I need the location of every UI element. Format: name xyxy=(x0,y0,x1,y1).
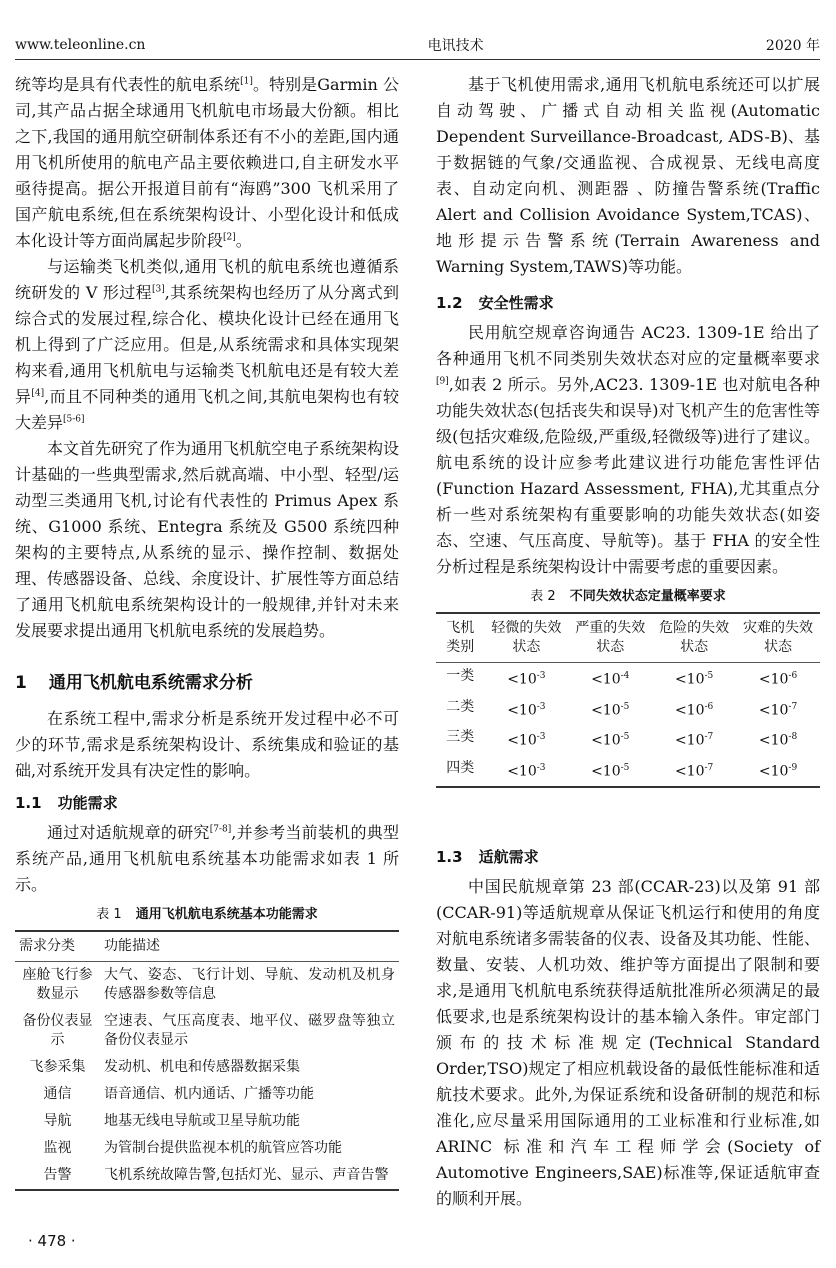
probability-exponent: -4 xyxy=(620,671,630,681)
probability-base: <10 xyxy=(591,763,621,780)
journal-name: 电讯技术 xyxy=(427,38,484,54)
text-run: 与运输类飞机类似,通用飞机的航电系统也遵循系统研发的 V 形过程 xyxy=(15,257,399,302)
section-number: 1.2 xyxy=(436,294,463,312)
probability-exponent: -6 xyxy=(704,701,714,712)
section-heading xyxy=(15,670,399,696)
header-rule xyxy=(15,59,820,60)
requirement-category: 座舱飞行参数显示 xyxy=(22,967,93,1002)
probability-base: <10 xyxy=(507,763,537,780)
probability-exponent: -7 xyxy=(704,732,714,743)
table-caption xyxy=(436,584,820,610)
function-description: 空速表、气压高度表、地平仪、磁罗盘等独立备份仪表显示 xyxy=(104,1013,395,1048)
citation: [5-6] xyxy=(63,414,85,425)
probability-cell xyxy=(484,755,568,787)
column-header: 功能描述 xyxy=(104,938,160,954)
probability-base: <10 xyxy=(674,732,705,749)
probability-cell xyxy=(484,663,568,694)
table-row xyxy=(15,1108,399,1135)
text-run: 中国民航规章第 23 部(CCAR-23)以及第 91 部(CCAR-91)等适航规章从保证飞机运行和使用的角度对航电系统诸多需装备的仪表、设备及其功能、性能、数量、安装、人机功效、维护等方面提出了限制和要求,是通用飞机航电系统获得适航批准所必须满足的最低要求,也是系统架构设计的基本输入条件。审定部门颁布的技术标准规定(Technical Standard Order,TSO)规定了相应机载设备的最低性能标准和适航技术要求。此外,为保证系统和设备研制的规范和标准化,应尽量采用国际通用的工业标准和行业标准,如 ARINC 标准和汽车工程师学会(Society of Automotive Engineers,SAE)标准等,保证适航审查的顺利开展。 xyxy=(436,876,821,1208)
probability-cell xyxy=(568,755,652,787)
table-row xyxy=(436,694,820,725)
table-row xyxy=(436,663,820,694)
subsection-heading xyxy=(15,790,399,816)
journal-url: www.teleonline.cn xyxy=(15,37,146,53)
probability-exponent: -5 xyxy=(704,671,714,681)
probability-exponent: -7 xyxy=(704,762,714,773)
citation: [7-8] xyxy=(209,824,232,835)
probability-cell xyxy=(736,663,820,694)
caption-text: 通用飞机航电系统基本功能需求 xyxy=(135,907,318,922)
probability-exponent: -5 xyxy=(620,762,630,773)
function-description: 地基无线电导航或卫星导航功能 xyxy=(104,1113,300,1129)
subsection-heading xyxy=(436,844,820,870)
text-run: ,并参考当前装机的典型系统产品,通用飞机航电系统基本功能需求如表 1 所示。 xyxy=(15,823,399,894)
citation: [9] xyxy=(436,376,449,387)
probability-base: <10 xyxy=(507,702,537,719)
probability-exponent: -3 xyxy=(536,732,546,743)
text-run: 在系统工程中,需求分析是系统开发过程中必不可少的环节,需求是系统架构设计、系统集成和验证的基础,对系统开发具有决定性的影响。 xyxy=(15,709,399,780)
caption-text: 不同失效状态定量概率要求 xyxy=(569,589,726,604)
paragraph xyxy=(15,820,399,898)
probability-cell xyxy=(484,694,568,725)
text-run: 本文首先研究了作为通用飞机航空电子系统架构设计基础的一些典型需求,然后就高端、中小型、轻型/运动型三类通用飞机,讨论有代表性的 Primus Apex 系统、G1000 系统、Entegra 系统及 G500 系统四种架构的主要特点,从系统的显示、操作控制、数据处理、传感器设备、总线、余度设计、扩展性等方面总结了通用飞机航电系统架构设计的一般规律,并针对未来发展要求提出通用飞机航电系统的发展趋势。 xyxy=(15,439,400,640)
column-header: 飞机类别 xyxy=(446,620,475,655)
page-number: · 478 · xyxy=(28,1232,76,1250)
text-run: 。 xyxy=(235,231,252,250)
function-description: 语音通信、机内通话、广播等功能 xyxy=(104,1086,314,1102)
table-row xyxy=(15,1135,399,1162)
requirement-category: 监视 xyxy=(43,1140,72,1156)
paragraph xyxy=(436,320,820,580)
function-description: 飞机系统故障告警,包括灯光、显示、声音告警 xyxy=(104,1167,389,1183)
table-2 xyxy=(436,612,820,788)
function-description: 大气、姿态、飞行计划、导航、发动机及机身传感器参数等信息 xyxy=(104,967,395,1002)
text-run: ,如表 2 所示。另外,AC23. 1309-1E 也对航电各种功能失效状态(包括丧失和误导)对飞机产生的危害性等级(包括灾难级,危险级,严重级,轻微级等)进行了建议。航电系统的设计应参考此建议进行功能危害性评估(Function Hazard Assessment, FHA),尤其重点分析一些对系统架构有重要影响的功能失效状态(如姿态、空速、气压高度、导航等)。基于 FHA 的安全性分析过程是系统架构设计中需要考虑的重要因素。 xyxy=(436,375,820,576)
paragraph xyxy=(15,72,399,254)
probability-exponent: -3 xyxy=(536,671,546,681)
probability-cell xyxy=(568,663,652,694)
section-number: 1 xyxy=(15,673,27,693)
probability-exponent: -3 xyxy=(536,762,546,773)
probability-cell xyxy=(568,724,652,755)
probability-exponent: -6 xyxy=(788,671,798,681)
probability-base: <10 xyxy=(674,671,705,688)
column-header: 需求分类 xyxy=(19,938,75,954)
column-header: 危险的失效状态 xyxy=(659,620,730,655)
subsection-heading xyxy=(436,290,820,316)
probability-base: <10 xyxy=(507,671,537,688)
probability-base: <10 xyxy=(758,732,789,749)
paragraph xyxy=(15,436,399,644)
probability-base: <10 xyxy=(758,671,789,688)
column-header: 严重的失效状态 xyxy=(575,620,646,655)
right-column xyxy=(436,72,820,1212)
section-number: 1.1 xyxy=(15,794,42,812)
probability-base: <10 xyxy=(674,702,705,719)
table-number: 表 2 xyxy=(530,589,556,604)
requirement-category: 导航 xyxy=(43,1113,72,1129)
journal-year: 2020 年 xyxy=(765,38,820,54)
left-column xyxy=(15,72,399,1191)
column-header: 灾难的失效状态 xyxy=(743,620,814,655)
text-run: 通过对适航规章的研究 xyxy=(47,823,210,842)
paragraph xyxy=(436,874,820,1212)
section-title: 通用飞机航电系统需求分析 xyxy=(48,673,253,693)
paragraph xyxy=(436,72,820,280)
aircraft-class: 二类 xyxy=(446,698,475,715)
section-title: 适航需求 xyxy=(478,847,539,866)
aircraft-class: 一类 xyxy=(446,668,475,684)
probability-cell xyxy=(484,724,568,755)
probability-base: <10 xyxy=(591,732,621,749)
section-title: 功能需求 xyxy=(57,794,118,812)
table-number: 表 1 xyxy=(96,907,122,922)
table-row xyxy=(436,755,820,787)
table-row xyxy=(15,1008,399,1054)
text-run: 基于飞机使用需求,通用飞机航电系统还可以扩展自动驾驶、广播式自动相关监视(Automatic Dependent Surveillance-Broadcast, ADS-B)、基于数据链的气象/交通监视、合成视景、无线电高度表、自动定向机、测距器 、防撞告警系统(Traffic Alert and Collision Avoidance System,TCAS)、地形提示告警系统(Terrain Awareness and Warning System,TAWS)等功能。 xyxy=(436,75,820,276)
requirement-category: 告警 xyxy=(43,1167,72,1183)
section-title: 安全性需求 xyxy=(478,294,554,312)
probability-base: <10 xyxy=(591,671,621,688)
probability-exponent: -5 xyxy=(620,701,630,712)
probability-base: <10 xyxy=(507,732,537,749)
citation: [2] xyxy=(223,232,236,243)
table-row xyxy=(15,1081,399,1108)
probability-cell xyxy=(652,724,736,755)
requirement-category: 通信 xyxy=(43,1086,72,1102)
requirement-category: 备份仪表显示 xyxy=(22,1013,93,1048)
function-description: 为管制台提供监视本机的航管应答功能 xyxy=(104,1140,342,1156)
text-run: ,而且不同种类的通用飞机之间,其航电架构也有较大差异 xyxy=(15,387,399,432)
table-caption xyxy=(15,902,399,928)
probability-exponent: -9 xyxy=(788,762,798,773)
text-run: ,其系统架构也经历了从分离式到综合式的发展过程,综合化、模块化设计已经在通用飞机上得到了广泛应用。但是,从系统需求和具体实现架构来看,通用飞机航电与运输类飞机航电还是有较大差异 xyxy=(15,283,399,406)
probability-cell xyxy=(652,663,736,694)
probability-cell xyxy=(652,755,736,787)
paragraph xyxy=(15,254,399,436)
function-description: 发动机、机电和传感器数据采集 xyxy=(104,1059,300,1075)
table-row xyxy=(436,724,820,755)
requirement-category: 飞参采集 xyxy=(29,1059,86,1075)
probability-exponent: -5 xyxy=(620,732,630,743)
citation: [4] xyxy=(31,388,45,399)
probability-base: <10 xyxy=(591,702,621,719)
probability-cell xyxy=(568,694,652,725)
probability-cell xyxy=(736,755,820,787)
probability-cell xyxy=(736,694,820,725)
paragraph xyxy=(15,706,399,784)
table-1 xyxy=(15,930,399,1191)
probability-cell xyxy=(736,724,820,755)
aircraft-class: 四类 xyxy=(446,759,475,776)
probability-base: <10 xyxy=(758,702,789,719)
probability-base: <10 xyxy=(674,763,705,780)
probability-cell xyxy=(652,694,736,725)
aircraft-class: 三类 xyxy=(446,729,475,746)
citation: [1] xyxy=(240,76,253,87)
text-run: 统等均是具有代表性的航电系统 xyxy=(15,75,241,94)
probability-exponent: -7 xyxy=(788,701,798,712)
text-run: 民用航空规章咨询通告 AC23. 1309-1E 给出了各种通用飞机不同类别失效状态对应的定量概率要求 xyxy=(436,323,820,368)
section-number: 1.3 xyxy=(436,847,463,866)
table-row xyxy=(15,1162,399,1190)
probability-exponent: -8 xyxy=(788,732,798,743)
probability-exponent: -3 xyxy=(536,701,546,712)
table-row xyxy=(15,962,399,1009)
running-header xyxy=(15,34,820,56)
probability-base: <10 xyxy=(758,763,789,780)
citation: [3] xyxy=(152,284,165,295)
text-run: 。特别是Garmin 公司,其产品占据全球通用飞机航电市场最大份额。相比之下,我国的通用航空研制体系还有不小的差距,国内通用飞机所使用的航电产品主要依赖进口,自主研发水平亟待提高。据公开报道目前有“海鸥”300 飞机采用了国产航电系统,但在系统架构设计、小型化设计和低成本化设计等方面尚属起步阶段 xyxy=(15,75,399,250)
table-row xyxy=(15,1054,399,1081)
column-header: 轻微的失效状态 xyxy=(491,620,562,655)
